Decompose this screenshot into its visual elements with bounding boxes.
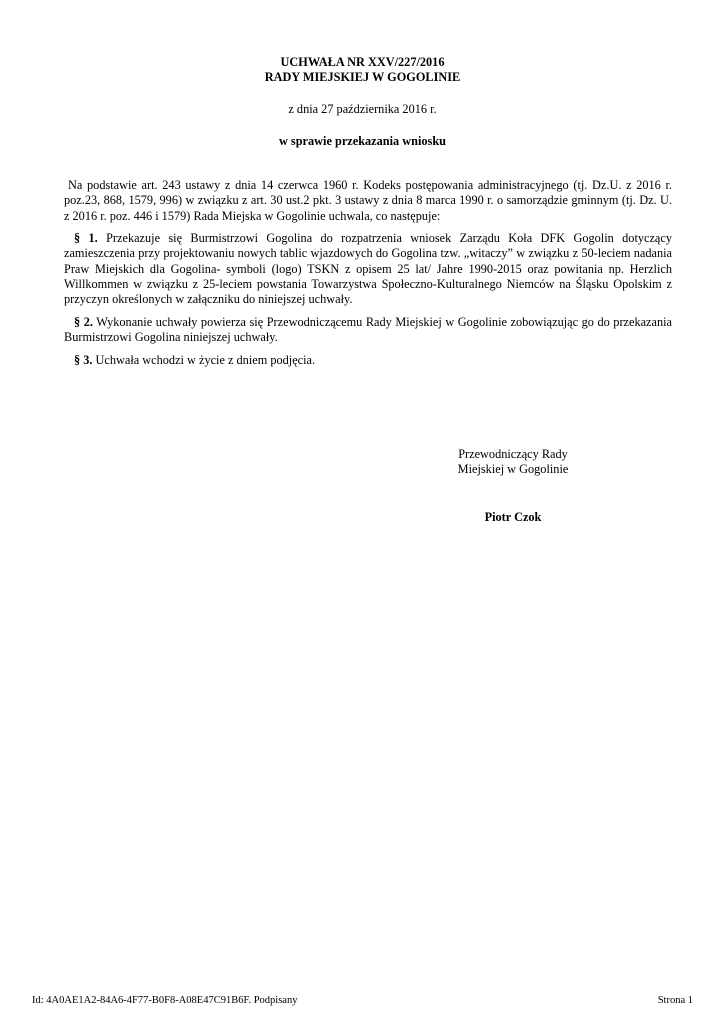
signatory-role-line1: Przewodniczący Rady xyxy=(458,447,568,461)
page-number-footer: Strona 1 xyxy=(657,995,693,1006)
section-3-text: Uchwała wchodzi w życie z dniem podjęcia. xyxy=(92,353,316,367)
signatory-name: Piotr Czok xyxy=(484,510,542,524)
section-1-text: Przekazuje się Burmistrzowi Gogolina do rozpatrzenia wniosek Zarządu Koła DFK Gogolin dotyczący zamieszczenia przy projektowaniu nowych tablic wjazdowych do Gogolina tzw. „witaczy” w związku z 50-leciem nadania Praw Miejskich dla Gogolina- symboli (logo) TSKN z opisem 25 lat/ Jahre 1990-2015 oraz powitania np. Herzlich Willkommen w związku z 25-leciem powstania Towarzystwa Społeczno-Kulturalnego Niemców na Śląsku Opolskim z przyczyn określonych w załączniku do niniejszej uchwały. xyxy=(64,231,672,307)
signatory-role-line2: Miejskiej w Gogolinie xyxy=(457,462,569,476)
section-3-label: § 3. xyxy=(74,353,93,367)
section-2-text: Wykonanie uchwały powierza się Przewodniczącemu Rady Miejskiej w Gogolinie zobowiązując go do przekazania Burmistrzowi Gogolina niniejszej uchwały. xyxy=(64,315,672,345)
section-2-paragraph xyxy=(64,315,672,346)
section-3-paragraph xyxy=(64,353,672,368)
resolution-date: z dnia 27 października 2016 r. xyxy=(288,102,437,116)
resolution-number: UCHWAŁA NR XXV/227/2016 xyxy=(280,55,445,69)
section-1-label: § 1. xyxy=(74,231,98,245)
section-2-label: § 2. xyxy=(74,315,93,329)
legal-basis-paragraph xyxy=(64,178,672,224)
resolution-subject: w sprawie przekazania wniosku xyxy=(278,134,447,148)
section-1-paragraph xyxy=(64,231,672,307)
legal-basis-text: Na podstawie art. 243 ustawy z dnia 14 czerwca 1960 r. Kodeks postępowania administracyjnego (tj. Dz.U. z 2016 r. poz.23, 868, 1579, 996) w związku z art. 30 ust.2 pkt. 3 ustawy z dnia 8 marca 1990 r. o samorządzie gminnym (tj. Dz. U. z 2016 r. poz. 446 i 1579) Rada Miejska w Gogolinie uchwala, co następuje: xyxy=(64,178,672,223)
council-name: RADY MIEJSKIEJ W GOGOLINIE xyxy=(264,70,461,84)
document-id-footer: Id: 4A0AE1A2-84A6-4F77-B0F8-A08E47C91B6F. Podpisany xyxy=(32,995,298,1006)
